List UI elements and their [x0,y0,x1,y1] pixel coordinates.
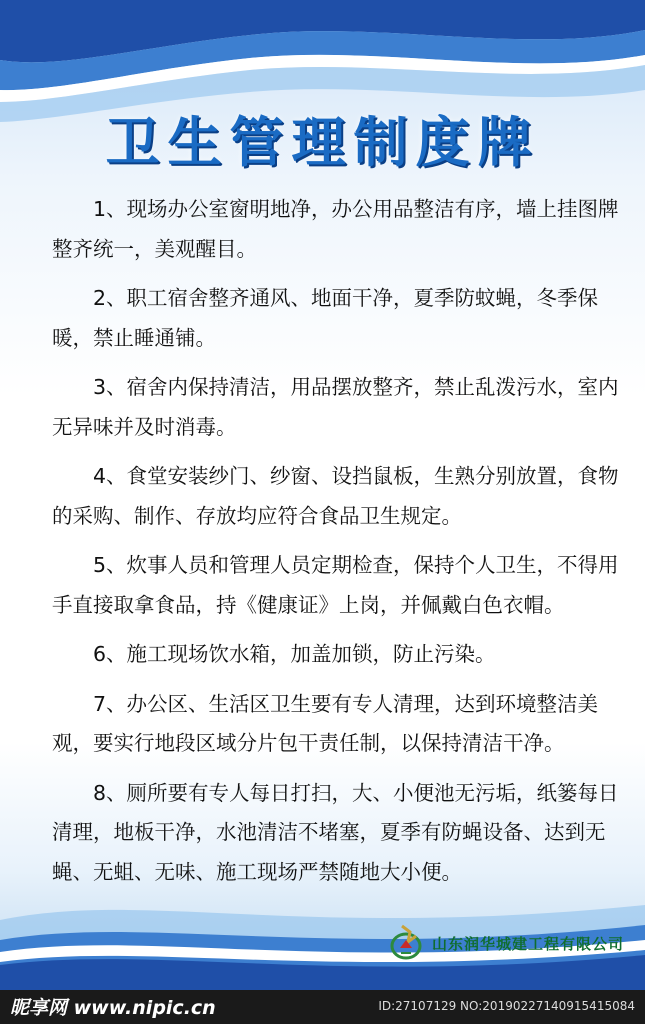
rule-item-5: 5、炊事人员和管理人员定期检查，保持个人卫生，不得用手直接取拿食品，持《健康证》上岗，并佩戴白色衣帽。 [52,553,619,617]
rule-item-2: 2、职工宿舍整齐通风、地面干净，夏季防蚊蝇，冬季保暖，禁止睡通铺。 [52,286,599,350]
company-signature [388,922,624,964]
watermark-site: 昵享网 www.nipic.cn [10,997,216,1019]
company-name: 山东润华城建工程有限公司 [432,934,625,953]
rule-item-4: 4、食堂安装纱门、纱窗、设挡鼠板，生熟分别放置，食物的采购、制作、存放均应符合食品卫生规定。 [52,464,619,528]
rule-item-3: 3、宿舍内保持清洁，用品摆放整齐，禁止乱泼污水，室内无异味并及时消毒。 [52,375,619,439]
page-title: 卫生管理制度牌 [105,111,540,174]
rule-item-1: 1、现场办公室窗明地净，办公用品整洁有序，墙上挂图牌整齐统一，美观醒目。 [52,197,619,261]
watermark-id: ID:27107129 NO:20190227140915415084 [378,999,635,1013]
rule-item-8: 8、厕所要有专人每日打扫，大、小便池无污垢，纸篓每日清理，地板干净，水池清洁不堵塞，夏季有防蝇设备、达到无蝇、无蛆、无味、施工现场严禁随地大小便。 [52,780,619,884]
rule-item-7: 7、办公区、生活区卫生要有专人清理，达到环境整洁美观，要实行地段区域分片包干责任制，以保持清洁干净。 [52,691,599,755]
rule-item-6: 6、施工现场饮水箱，加盖加锁，防止污染。 [93,642,496,666]
rules-list [52,190,637,902]
company-logo-icon [388,922,432,964]
watermark-bar [0,990,645,1024]
